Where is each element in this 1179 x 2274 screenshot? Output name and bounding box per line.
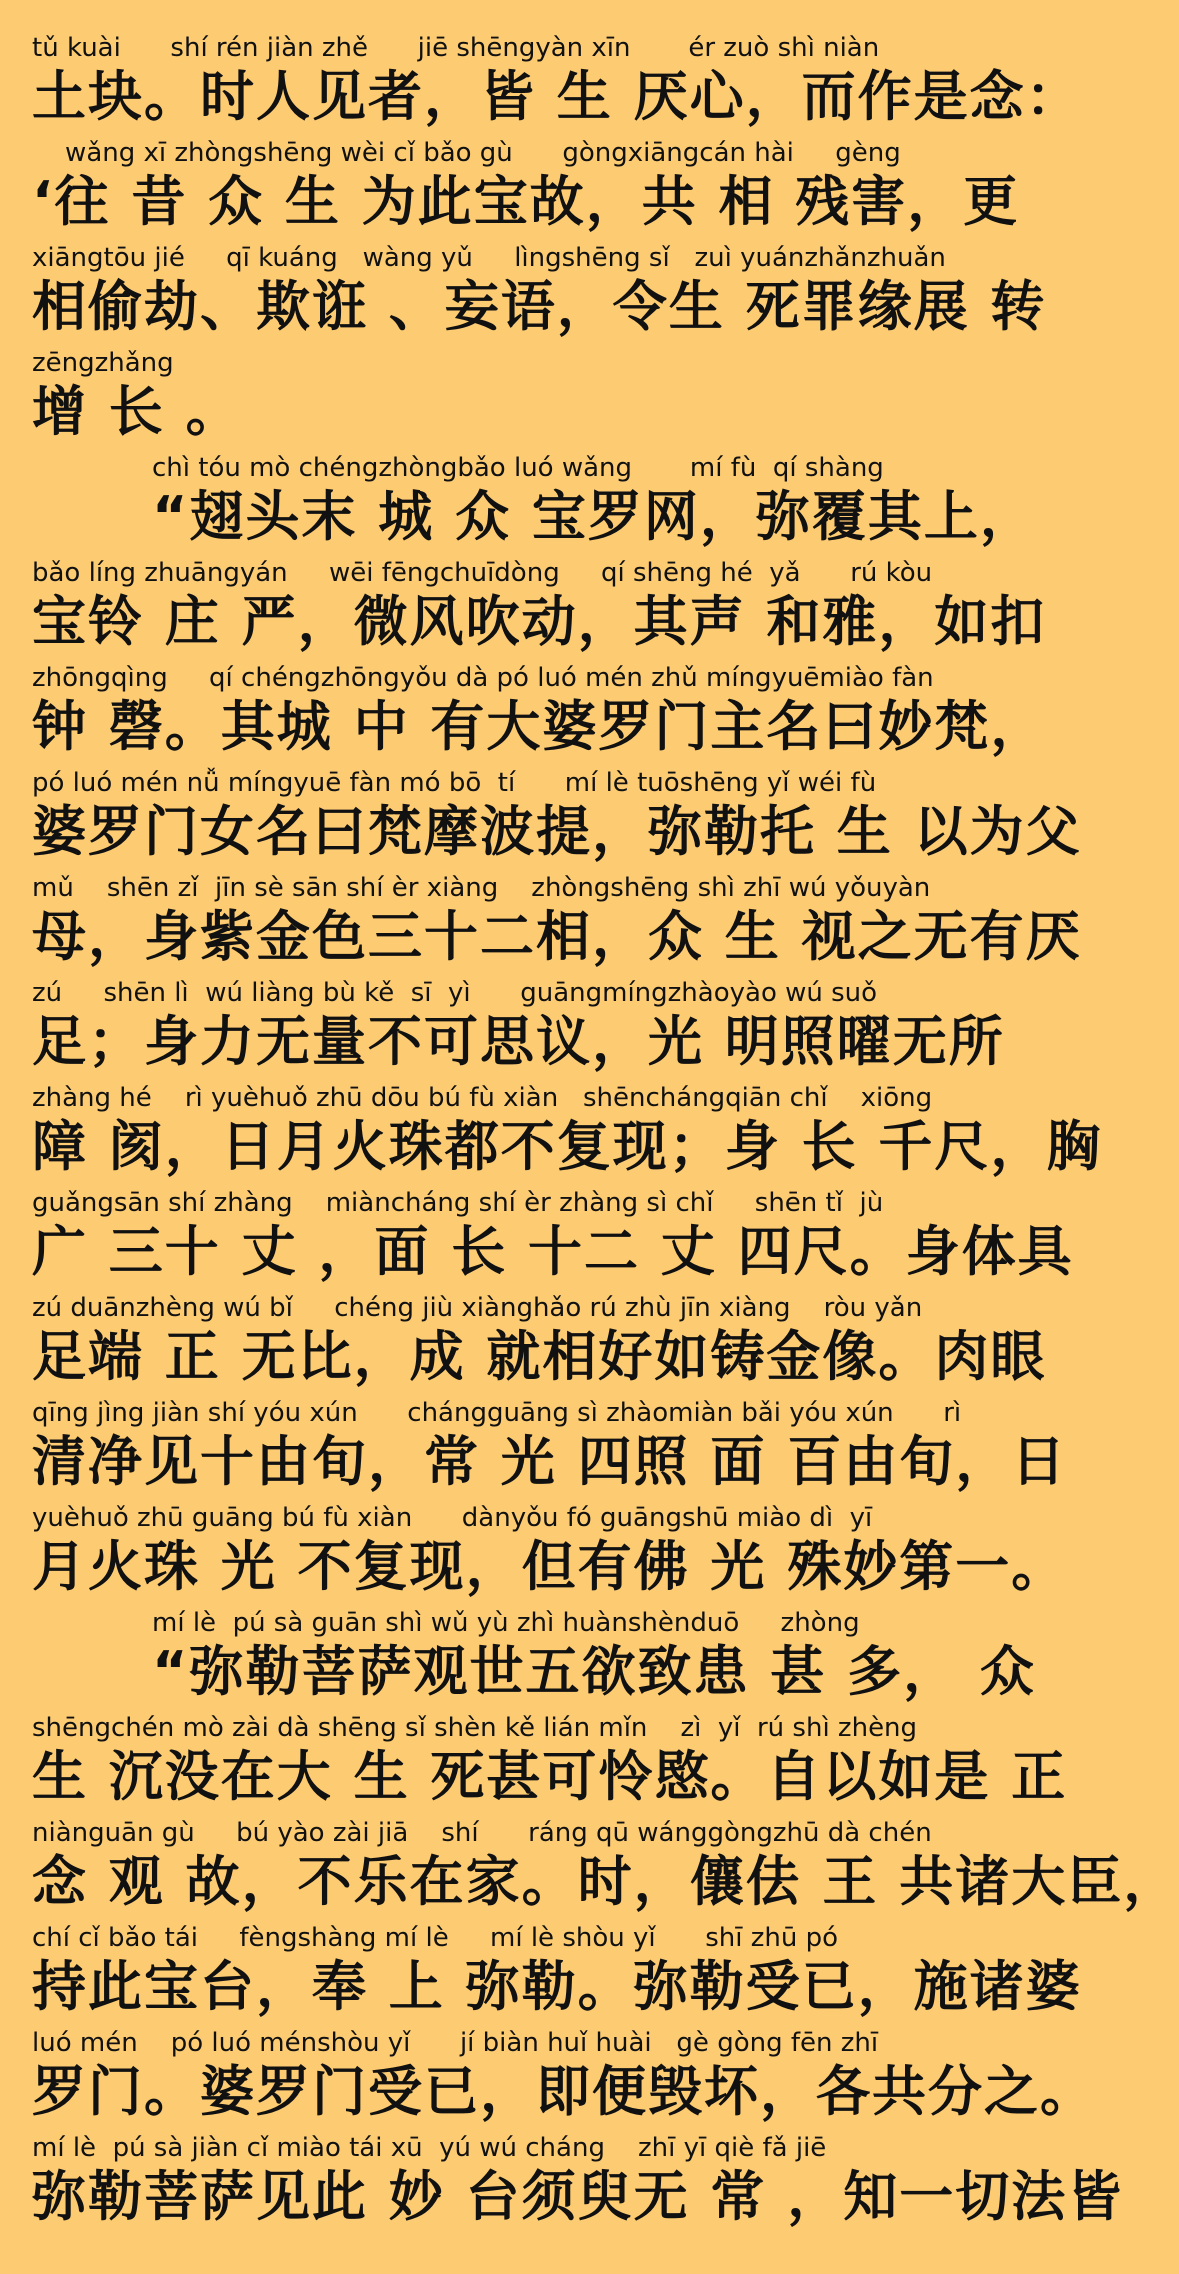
- hanzi-row: 月火珠 光 不复现，但有佛 光 殊妙第一。: [32, 1535, 1068, 1598]
- text-line: [32, 1080, 1103, 1185]
- text-line: [32, 1710, 1068, 1815]
- text-line: [32, 2130, 1124, 2235]
- hanzi-row: 障 阂，日月火珠都不复现；身 长 千尺，胸: [32, 1115, 1103, 1178]
- pinyin-row: tǔ kuài shí rén jiàn zhě jiē shēngyàn xīn ér zuò shì niàn: [32, 33, 880, 63]
- pinyin-row: zú shēn lì wú liàng bù kě sī yì guāngmíngzhàoyào wú suǒ: [32, 978, 878, 1008]
- pinyin-row: luó mén pó luó ménshòu yǐ jí biàn huǐ huài gè gòng fēn zhī: [32, 2028, 879, 2058]
- hanzi-row: 足端 正 无比，成 就相好如铸金像。肉眼: [32, 1325, 1047, 1388]
- hanzi-row: 土块。时人见者，皆 生 厌心，而作是念：: [32, 65, 1082, 128]
- hanzi-row: 广 三十 丈 ，面 长 十二 丈 四尺。身体具: [32, 1220, 1074, 1283]
- text-line-paragraph-start: [32, 450, 1048, 555]
- hanzi-row: 母，身紫金色三十二相，众 生 视之无有厌: [32, 905, 1082, 968]
- text-line: [32, 555, 1048, 660]
- pinyin-row: xiāngtōu jié qī kuáng wàng yǔ lìngshēng sǐ zuì yuánzhǎnzhuǎn: [32, 243, 946, 273]
- text-line: [32, 975, 1048, 1080]
- text-line: [32, 1395, 1068, 1500]
- text-line: [32, 1500, 1068, 1605]
- hanzi-row: “翅头末 城 众 宝罗网，弥覆其上，: [152, 485, 1036, 548]
- text-line: [32, 870, 1082, 975]
- hanzi-row: 念 观 故，不乐在家。时，儴佉 王 共诸大臣，: [32, 1850, 1179, 1913]
- pinyin-row: bǎo líng zhuāngyán wēi fēngchuīdòng qí shēng hé yǎ rú kòu: [32, 558, 933, 588]
- hanzi-row: 弥勒菩萨见此 妙 台须臾无 常 ，知一切法皆: [32, 2165, 1124, 2228]
- hanzi-row: “弥勒菩萨观世五欲致患 甚 多， 众: [152, 1640, 1036, 1703]
- text-line-paragraph-start: [32, 1605, 1048, 1710]
- hanzi-row: 持此宝台，奉 上 弥勒。弥勒受已，施诸婆: [32, 1955, 1082, 2018]
- pinyin-row: guǎngsān shí zhàng miàncháng shí èr zhàng sì chǐ shēn tǐ jù: [32, 1188, 884, 1218]
- hanzi-row: 宝铃 庄 严，微风吹动，其声 和雅，如扣: [32, 590, 1047, 653]
- hanzi-row: 足；身力无量不可思议，光 明照曜无所: [32, 1010, 1005, 1073]
- pinyin-row: pó luó mén nǚ míngyuē fàn mó bō tí mí lè tuōshēng yǐ wéi fù: [32, 768, 877, 798]
- pinyin-row: mǔ shēn zǐ jīn sè sān shí èr xiàng zhòngshēng shì zhī wú yǒuyàn: [32, 873, 931, 903]
- pinyin-row: zhōngqìng qí chéngzhōngyǒu dà pó luó mén zhǔ míngyuēmiào fàn: [32, 663, 934, 693]
- text-line: [32, 660, 1048, 765]
- pinyin-row: shēngchén mò zài dà shēng sǐ shèn kě lián mǐn zì yǐ rú shì zhèng: [32, 1713, 918, 1743]
- text-line: [32, 765, 1082, 870]
- hanzi-row: 罗门。婆罗门受已，即便毁坏，各共分之。: [32, 2060, 1096, 2123]
- pinyin-row: zú duānzhèng wú bǐ chéng jiù xiànghǎo rú zhù jīn xiàng ròu yǎn: [32, 1293, 923, 1323]
- pinyin-row: chí cǐ bǎo tái fèngshàng mí lè mí lè shòu yǐ shī zhū pó: [32, 1923, 838, 1953]
- pinyin-row: yuèhuǒ zhū guāng bú fù xiàn dànyǒu fó guāngshū miào dì yī: [32, 1503, 873, 1533]
- text-line: [32, 1185, 1074, 1290]
- pinyin-row: niànguān gù bú yào zài jiā shí ráng qū wánggòngzhū dà chén: [32, 1818, 932, 1848]
- hanzi-row: 钟 磬。其城 中 有大婆罗门主名曰妙梵，: [32, 695, 1047, 758]
- pinyin-row: zhàng hé rì yuèhuǒ zhū dōu bú fù xiàn shēnchángqiān chǐ xiōng: [32, 1083, 933, 1113]
- hanzi-row: 增 长 。: [32, 380, 242, 443]
- text-line: [32, 2025, 1096, 2130]
- hanzi-row: 相偷劫、欺诳 、妄语，令生 死罪缘展 转: [32, 275, 1047, 338]
- pinyin-row: chì tóu mò chéngzhòngbǎo luó wǎng mí fù qí shàng: [152, 453, 884, 483]
- pinyin-row: zēngzhǎng: [32, 348, 174, 378]
- text-line: [32, 30, 1082, 135]
- text-line: [32, 135, 1048, 240]
- hanzi-row: 清净见十由旬，常 光 四照 面 百由旬，日: [32, 1430, 1068, 1493]
- text-line: [32, 1815, 1179, 1920]
- text-line: [32, 345, 1048, 450]
- text-line: [32, 1290, 1048, 1395]
- text-line: [32, 240, 1048, 345]
- pinyin-row: wǎng xī zhòngshēng wèi cǐ bǎo gù gòngxiāngcán hài gèng: [32, 138, 901, 168]
- hanzi-row: 生 沉没在大 生 死甚可怜愍。自以如是 正: [32, 1745, 1068, 1808]
- hanzi-row: ‘往 昔 众 生 为此宝故，共 相 残害，更: [32, 170, 1020, 233]
- pinyin-row: qīng jìng jiàn shí yóu xún chángguāng sì zhàomiàn bǎi yóu xún rì: [32, 1398, 962, 1428]
- pinyin-row: mí lè pú sà guān shì wǔ yù zhì huànshènduō zhòng: [152, 1608, 860, 1638]
- hanzi-row: 婆罗门女名曰梵摩波提，弥勒托 生 以为父: [32, 800, 1082, 863]
- pinyin-row: mí lè pú sà jiàn cǐ miào tái xū yú wú cháng zhī yī qiè fǎ jiē: [32, 2133, 827, 2163]
- text-line: [32, 1920, 1082, 2025]
